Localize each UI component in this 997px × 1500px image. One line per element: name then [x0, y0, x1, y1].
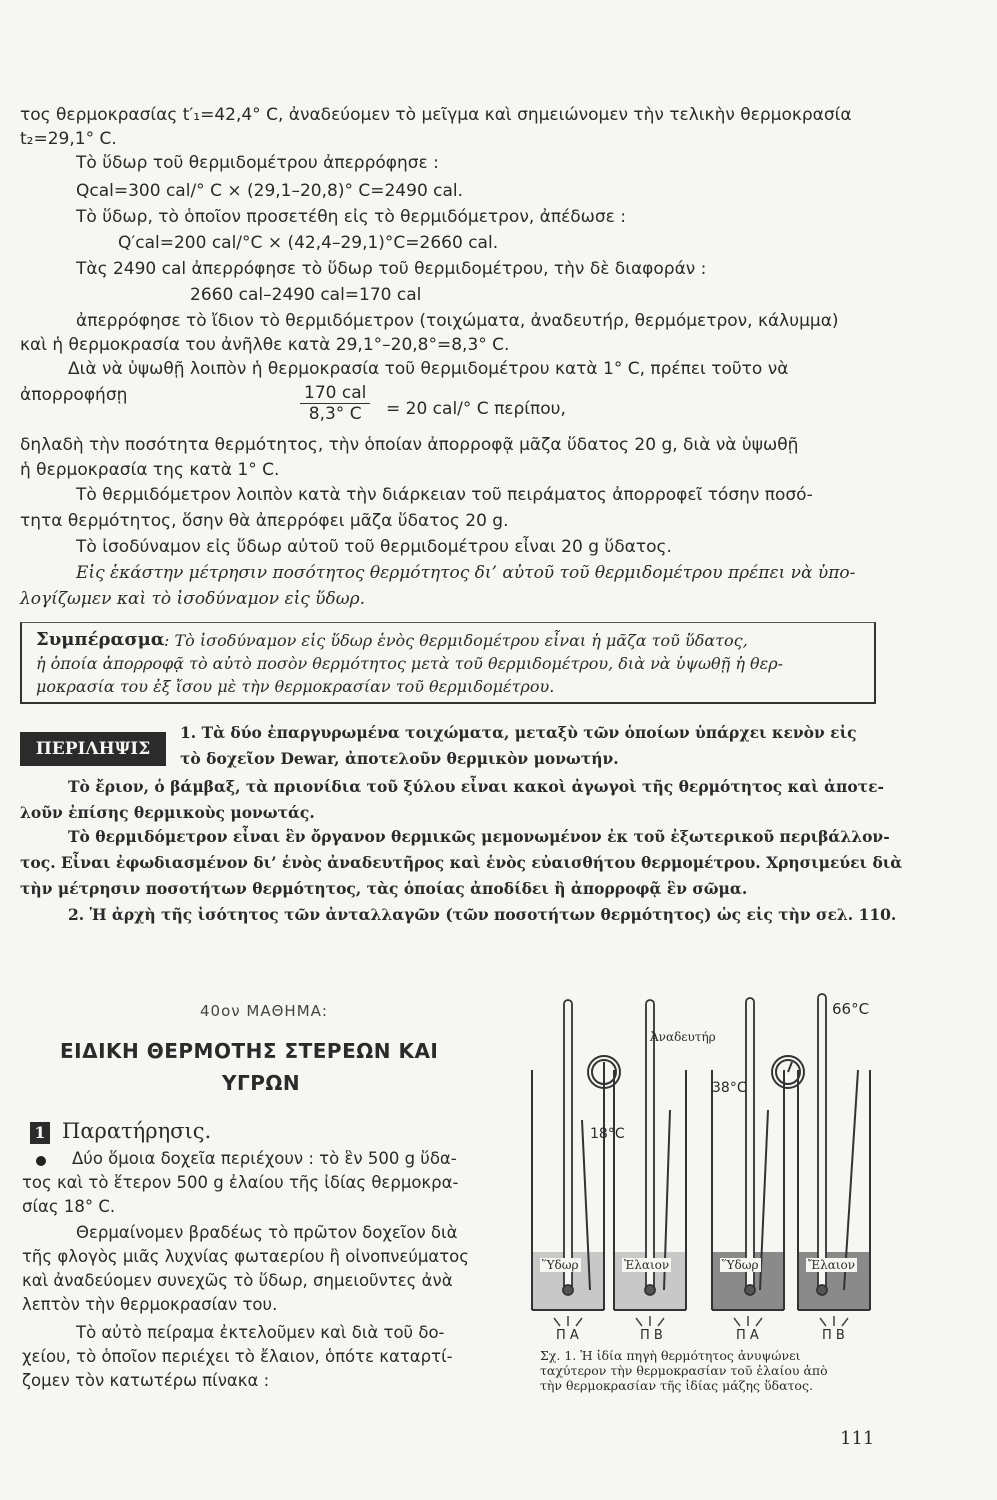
figure-caption: ταχύτερον τὴν θερμοκρασίαν τοῦ ἐλαίου ἀπὸ — [540, 1363, 828, 1378]
body-line: Θερμαίνομεν βραδέως τὸ πρῶτον δοχεῖον διὰ — [76, 1223, 458, 1242]
text-line: καὶ ἡ θερμοκρασία του ἀνῆλθε κατὰ 29,1°–20,8°=8,3° C. — [20, 335, 510, 355]
body-line: τος καὶ τὸ ἕτερον 500 g ἐλαίου τῆς ἰδίας θερμοκρα- — [22, 1173, 459, 1192]
body-line: τῆς φλογὸς μιᾶς λυχνίας φωταερίου ἢ οἰνοπνεύματος — [22, 1247, 469, 1266]
lesson-number: 40ον ΜΑΘΗΜΑ: — [200, 1002, 328, 1020]
text-line: ἡ θερμοκρασία της κατὰ 1° C. — [20, 460, 280, 480]
fraction-result: = 20 cal/° C περίπου, — [386, 399, 566, 419]
summary-line: τος. Εἶναι ἐφωδιασμένον δι’ ἑνὸς ἀναδευτῆρος καὶ ἑνὸς εὐαισθήτου θερμομέτρου. Χρησιμεύει διὰ — [20, 853, 903, 872]
equation-line: 2660 cal–2490 cal=170 cal — [190, 285, 422, 305]
lesson-title: ΥΓΡΩΝ — [222, 1071, 301, 1095]
equation-line: Q′cal=200 cal/°C × (42,4–29,1)°C=2660 cal. — [118, 233, 499, 253]
section-number-badge: 1 — [30, 1122, 50, 1144]
section-title: Παρατήρησις. — [62, 1119, 212, 1143]
italic-line: Εἰς ἑκάστην μέτρησιν ποσότητος θερμότητος δι’ αὐτοῦ τοῦ θερμιδομέτρου πρέπει νὰ ὑπο- — [76, 563, 856, 583]
body-line: Δύο ὅμοια δοχεῖα περιέχουν : τὸ ἓν 500 g ὕδα- — [72, 1149, 457, 1168]
temperature-label: 18°C — [590, 1126, 625, 1142]
fraction-denominator: 8,3° C — [308, 404, 362, 424]
summary-line: Τὸ θερμιδόμετρον εἶναι ἓν ὄργανον θερμικῶς μεμονωμένον ἐκ τοῦ ἐξωτερικοῦ περιβάλλον- — [68, 827, 890, 846]
liquid-label: Ὕδωρ — [542, 1258, 579, 1272]
body-line: Τὸ αὐτὸ πείραμα ἐκτελοῦμεν καὶ διὰ τοῦ δο- — [76, 1323, 445, 1342]
equation-line: Qcal=300 cal/° C × (29,1–20,8)° C=2490 cal. — [76, 181, 464, 201]
text-line: τητα θερμότητος, ὅσην θὰ ἀπερρόφει μᾶζα ὕδατος 20 g. — [20, 511, 509, 531]
beaker-oil-hot — [798, 1070, 870, 1310]
flame-icon — [554, 1316, 848, 1326]
conclusion-label: Συμπέρασμα — [36, 629, 165, 650]
figure-caption: Σχ. 1. Ἡ ἰδία πηγὴ θερμότητος ἀνυψώνει — [540, 1348, 801, 1363]
bullet-icon — [36, 1156, 46, 1166]
temperature-label: 38°C — [712, 1080, 747, 1096]
text-line: ἀπερρόφησε τὸ ἴδιον τὸ θερμιδόμετρον (τοιχώματα, ἀναδευτήρ, θερμόμετρον, κάλυμμα) — [76, 311, 839, 331]
temperature-label: 66°C — [832, 1000, 870, 1018]
lesson-title: ΕΙΔΙΚΗ ΘΕΡΜΟΤΗΣ ΣΤΕΡΕΩΝ ΚΑΙ — [60, 1039, 439, 1063]
body-line: ζομεν τὸν κατωτέρω πίνακα : — [22, 1371, 270, 1390]
source-label: Π A — [556, 1328, 579, 1343]
text-line: Διὰ νὰ ὑψωθῇ λοιπὸν ἡ θερμοκρασία τοῦ θερμιδομέτρου κατὰ 1° C, πρέπει τοῦτο νὰ — [68, 359, 789, 379]
summary-line: τὸ δοχεῖον Dewar, ἀποτελοῦν θερμικὸν μονωτήν. — [180, 749, 619, 768]
summary-line: Τὸ ἔριον, ὁ βάμβαξ, τὰ πριονίδια τοῦ ξύλου εἶναι κακοὶ ἀγωγοὶ τῆς θερμότητος καὶ ἀποτε- — [68, 777, 884, 796]
figure-caption: τὴν θερμοκρασίαν τῆς ἰδίας μάζης ὕδατος. — [540, 1378, 813, 1393]
conclusion-line: ἡ ὁποία ἀπορροφᾷ τὸ αὐτὸ ποσὸν θερμότητος μετὰ τοῦ θερμιδομέτρου, διὰ νὰ ὑψωθῇ ἡ θερ- — [36, 654, 784, 673]
clock-icon — [588, 1056, 804, 1088]
summary-line: 2. Ἡ ἀρχὴ τῆς ἰσότητος τῶν ἀνταλλαγῶν (τῶν ποσοτήτων θερμότητος) ὡς εἰς τὴν σελ. 110. — [68, 905, 897, 924]
source-label: Π B — [640, 1328, 663, 1343]
text-line: Τὸ ὕδωρ τοῦ θερμιδομέτρου ἀπερρόφησε : — [76, 153, 439, 173]
body-line: σίας 18° C. — [22, 1197, 116, 1216]
source-label: Π A — [736, 1328, 759, 1343]
stirrer-label: Ἀναδευτήρ — [650, 1030, 716, 1044]
body-line: λεπτὸν τὴν θερμοκρασίαν του. — [22, 1295, 278, 1314]
fraction — [300, 383, 370, 424]
fraction-prefix: ἀπορροφήσῃ — [20, 385, 128, 405]
text-line: Τὸ ὕδωρ, τὸ ὁποῖον προσετέθη εἰς τὸ θερμιδόμετρον, ἀπέδωσε : — [76, 207, 626, 227]
conclusion-line: μοκρασία του ἐξ ἴσου μὲ τὴν θερμοκρασίαν τοῦ θερμιδομέτρου. — [36, 677, 555, 696]
summary-line: λοῦν ἐπίσης θερμικοὺς μονωτάς. — [20, 803, 315, 822]
text-line: Τὸ θερμιδόμετρον λοιπὸν κατὰ τὴν διάρκειαν τοῦ πειράματος ἀπορροφεῖ τόσην ποσό- — [76, 485, 813, 505]
text-line: δηλαδὴ τὴν ποσότητα θερμότητος, τὴν ὁποίαν ἀπορροφᾷ μᾶζα ὕδατος 20 g, διὰ νὰ ὑψωθῇ — [20, 435, 799, 455]
summary-badge: ΠΕΡΙΛΗΨΙΣ — [20, 732, 166, 766]
body-line: καὶ ἀναδεύομεν συνεχῶς τὸ ὕδωρ, σημειοῦντες ἀνὰ — [22, 1271, 453, 1290]
conclusion-line: : Τὸ ἰσοδύναμον εἰς ὕδωρ ἑνὸς θερμιδομέτρου εἶναι ἡ μᾶζα τοῦ ὕδατος, — [164, 631, 748, 650]
conclusion-box — [20, 622, 876, 704]
liquid-label: Ὕδωρ — [722, 1258, 759, 1272]
page-number: 111 — [840, 1428, 875, 1449]
body-line: χείου, τὸ ὁποῖον περιέχει τὸ ἔλαιον, ὁπότε καταρτί- — [22, 1347, 453, 1366]
italic-line: λογίζωμεν καὶ τὸ ἰσοδύναμον εἰς ὕδωρ. — [20, 589, 366, 609]
text-line: t₂=29,1° C. — [20, 129, 117, 149]
liquid-label: Ἐλαιον — [624, 1258, 670, 1272]
text-line: Τὰς 2490 cal ἀπερρόφησε τὸ ὕδωρ τοῦ θερμιδομέτρου, τὴν δὲ διαφοράν : — [76, 259, 707, 279]
text-line: Τὸ ἰσοδύναμον εἰς ὕδωρ αὐτοῦ τοῦ θερμιδομέτρου εἶναι 20 g ὕδατος. — [76, 537, 672, 557]
summary-line: 1. Τὰ δύο ἐπαργυρωμένα τοιχώματα, μεταξὺ τῶν ὁποίων ὑπάρχει κενὸν εἰς — [180, 723, 857, 742]
summary-line: τὴν μέτρησιν ποσοτήτων θερμότητος, τὰς ὁποίας ἀποδίδει ἢ ἀπορροφᾷ ἓν σῶμα. — [20, 879, 748, 898]
text-line: τος θερμοκρασίας t′₁=42,4° C, ἀναδεύομεν τὸ μεῖγμα καὶ σημειώνομεν τὴν τελικὴν θερμοκρασία — [20, 105, 852, 125]
fraction-numerator: 170 cal — [300, 383, 370, 404]
source-label: Π B — [822, 1328, 845, 1343]
liquid-label: Ἔλαιον — [808, 1258, 856, 1272]
